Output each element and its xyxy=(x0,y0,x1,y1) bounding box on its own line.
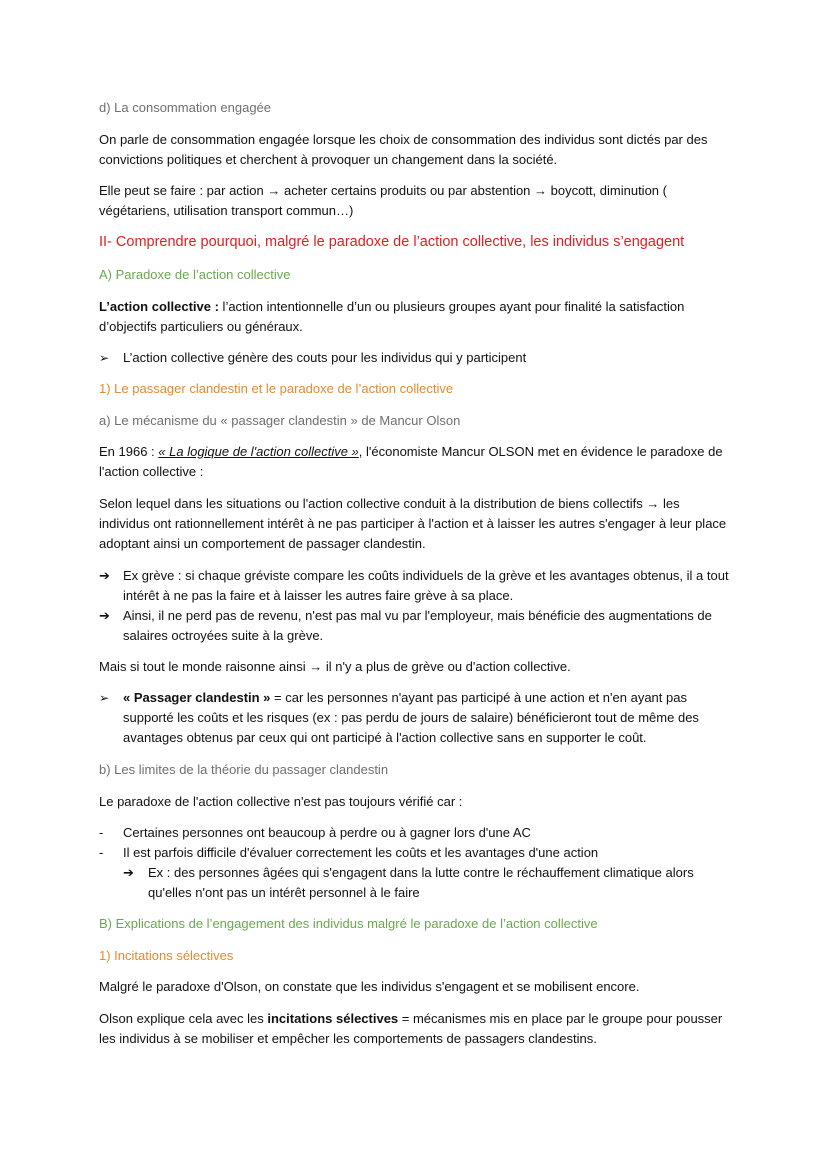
definition-term: L’action collective : xyxy=(99,299,219,314)
arrow-bullet-icon: ➔ xyxy=(99,568,110,583)
passager-clandestin-definition xyxy=(123,688,733,748)
dash-item-2-example: Ex : des personnes âgées qui s'engagent dans la lutte contre le réchauffement climatique alors qu'elles n'ont pas un intérêt personnel à le faire xyxy=(148,865,694,900)
olson-paragraph xyxy=(99,442,731,482)
olson-book-title: « La logique de l'action collective » xyxy=(158,444,359,459)
incitations-heading: 1) Incitations sélectives xyxy=(99,948,234,963)
olson-text: , l'économiste Mancur OLSON met en évidence le paradoxe de l'action collective : xyxy=(99,444,723,479)
dash-item-2: Il est parfois difficile d'évaluer correctement les coûts et les avantages d'une action xyxy=(123,845,599,860)
part-2-title: II- Comprendre pourquoi, malgré le paradoxe de l’action collective, les individus s’engagent xyxy=(99,234,685,250)
pc-text: = car les personnes n'ayant pas participé à une action et n'en ayant pas supporté les coûts et les risques (ex : pas perdu de jours de salaire) bénéficieront tout de même des avantages obtenus par ceux qui ont participé à l'action collective sans en supporter le coût. xyxy=(123,690,699,745)
action-collective-definition xyxy=(99,297,731,337)
bullet-couts: L’action collective génère des couts pour les individus qui y participent xyxy=(123,350,527,365)
subsection-b-heading: b) Les limites de la théorie du passager clandestin xyxy=(99,762,389,777)
malgre-paragraph: Malgré le paradoxe d'Olson, on constate que les individus s'engagent et se mobilisent encore. xyxy=(99,979,640,994)
arrow-bullet-icon: ➔ xyxy=(99,608,110,623)
subsection-a-heading: a) Le mécanisme du « passager clandestin » de Mancur Olson xyxy=(99,413,461,428)
arrow-item-greve: Ex grève : si chaque gréviste compare les coûts individuels de la grève et les avantages obtenus, il a tout intérêt à ne pas la faire et à laisser les autres faire grève à sa place. xyxy=(123,568,729,603)
mais-paragraph: Mais si tout le monde raisonne ainsi → il n'y a plus de grève ou d'action collective. xyxy=(99,659,571,674)
incit-post: = mécanismes mis en place par le groupe pour pousser les individus à se mobiliser et empêcher les comportements de passagers clandestins. xyxy=(99,1011,723,1046)
consommation-engagee-modes: Elle peut se faire : par action → acheter certains produits ou par abstention → boycott, diminution ( végétariens, utilisation transport commun…) xyxy=(99,183,667,218)
section-d-heading: d) La consommation engagée xyxy=(99,100,272,115)
incit-term: incitations sélectives xyxy=(267,1011,399,1026)
triangle-bullet-icon: ➢ xyxy=(99,351,110,365)
incit-pre: Olson explique cela avec les xyxy=(99,1011,268,1026)
arrow-bullet-icon: ➔ xyxy=(123,865,134,880)
subsection-1-heading: 1) Le passager clandestin et le paradoxe de l’action collective xyxy=(99,381,454,396)
triangle-bullet-icon: ➢ xyxy=(99,691,110,705)
olson-year: En 1966 : xyxy=(99,444,159,459)
dash-bullet: - xyxy=(99,845,104,860)
section-B-heading: B) Explications de l’engagement des individus malgré le paradoxe de l’action collective xyxy=(99,916,598,931)
arrow-item-ainsi: Ainsi, il ne perd pas de revenu, n'est pas mal vu par l'employeur, mais bénéficie des augmentations de salaires octroyées suite à la grève. xyxy=(123,608,712,643)
definition-text: l’action intentionnelle d’un ou plusieurs groupes ayant pour finalité la satisfaction d’objectifs particuliers ou généraux. xyxy=(99,299,685,334)
incitations-paragraph xyxy=(99,1009,731,1049)
dash-item-1: Certaines personnes ont beaucoup à perdre ou à gagner lors d'une AC xyxy=(123,825,531,840)
limites-intro: Le paradoxe de l'action collective n'est pas toujours vérifié car : xyxy=(99,794,463,809)
pc-term: « Passager clandestin » xyxy=(123,690,271,705)
consommation-engagee-definition: On parle de consommation engagée lorsque les choix de consommation des individus sont dictés par des convictions politiques et cherchent à provoquer un changement dans la société. xyxy=(99,132,708,167)
dash-bullet: - xyxy=(99,825,104,840)
section-A-heading: A) Paradoxe de l’action collective xyxy=(99,267,291,282)
selon-paragraph: Selon lequel dans les situations ou l'action collective conduit à la distribution de biens collectifs → les individus ont rationnellement intérêt à ne pas participer à l'action et à laisser les autres s'engager à leur place adoptant ainsi un comportement de passager clandestin. xyxy=(99,496,727,551)
